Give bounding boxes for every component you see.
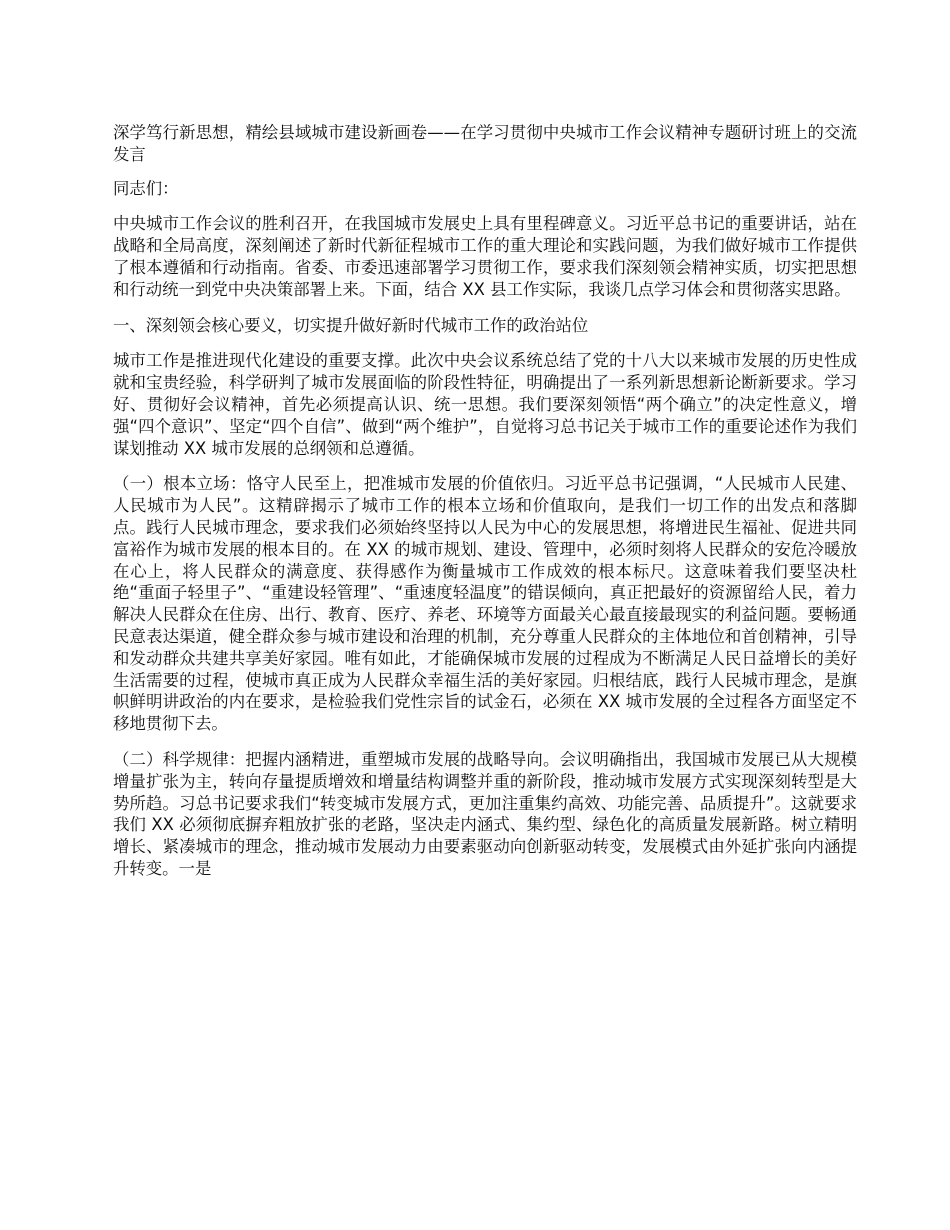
intro-paragraph: 中央城市工作会议的胜利召开，在我国城市发展史上具有里程碑意义。习近平总书记的重要讲话，站在战略和全局高度，深刻阐述了新时代新征程城市工作的重大理论和实践问题，为我们做好城市工作提供了根本遵循和行动指南。省委、市委迅速部署学习贯彻工作，要求我们深刻领会精神实质，切实把思想和行动统一到党中央决策部署上来。下面，结合 XX 县工作实际，我谈几点学习体会和贯彻落实思路。 [113, 214, 857, 299]
document-page [113, 122, 857, 894]
point-one-paragraph: （一）根本立场：恪守人民至上，把准城市发展的价值依归。习近平总书记强调，“人民城市人民建、人民城市为人民”。这精辟揭示了城市工作的根本立场和价值取向，是我们一切工作的出发点和落脚点。践行人民城市理念，要求我们必须始终坚持以人民为中心的发展思想，将增进民生福祉、促进共同富裕作为城市发展的根本目的。在 XX 的城市规划、建设、管理中，必须时刻将人民群众的安危冷暖放在心上，将人民群众的满意度、获得感作为衡量城市工作成效的根本标尺。这意味着我们要坚决杜绝“重面子轻里子”、“重建设轻管理”、“重速度轻温度”的错误倾向，真正把最好的资源留给人民，着力解决人民群众在住房、出行、教育、医疗、养老、环境等方面最关心最直接最现实的利益问题。要畅通民意表达渠道，健全群众参与城市建设和治理的机制，充分尊重人民群众的主体地位和首创精神，引导和发动群众共建共享美好家园。唯有如此，才能确保城市发展的过程成为不断满足人民日益增长的美好生活需要的过程，使城市真正成为人民群众幸福生活的美好家园。归根结底，践行人民城市理念，是旗帜鲜明讲政治的内在要求，是检验我们党性宗旨的试金石，必须在 XX 城市发展的全过程各方面坚定不移地贯彻下去。 [113, 474, 857, 734]
greeting: 同志们： [113, 178, 179, 198]
document-title: 深学笃行新思想，精绘县域城市建设新画卷——在学习贯彻中央城市工作会议精神专题研讨班上的交流发言 [113, 123, 857, 164]
point-two-paragraph: （二）科学规律：把握内涵精进，重塑城市发展的战略导向。会议明确指出，我国城市发展已从大规模增量扩张为主，转向存量提质增效和增量结构调整并重的新阶段，推动城市发展方式实现深刻转型是大势所趋。习总书记要求我们“转变城市发展方式，更加注重集约高效、功能完善、品质提升”。这就要求我们 XX 必须彻底摒弃粗放扩张的老路，坚决走内涵式、集约型、绿色化的高质量发展新路。树立精明增长、紧凑城市的理念，推动城市发展动力由要素驱动向创新驱动转变，发展模式由外延扩张向内涵提升转变。一是 [113, 749, 857, 878]
section-heading: 一、深刻领会核心要义，切实提升做好新时代城市工作的政治站位 [113, 315, 589, 335]
section-body-paragraph: 城市工作是推进现代化建设的重要支撑。此次中央会议系统总结了党的十八大以来城市发展的历史性成就和宝贵经验，科学研判了城市发展面临的阶段性特征，明确提出了一系列新思想新论断新要求。学习好、贯彻好会议精神，首先必须提高认识、统一思想。我们要深刻领悟“两个确立”的决定性意义，增强“四个意识”、坚定“四个自信”、做到“两个维护”，自觉将习总书记关于城市工作的重要论述作为我们谋划推动 XX 城市发展的总纲领和总遵循。 [113, 351, 857, 458]
